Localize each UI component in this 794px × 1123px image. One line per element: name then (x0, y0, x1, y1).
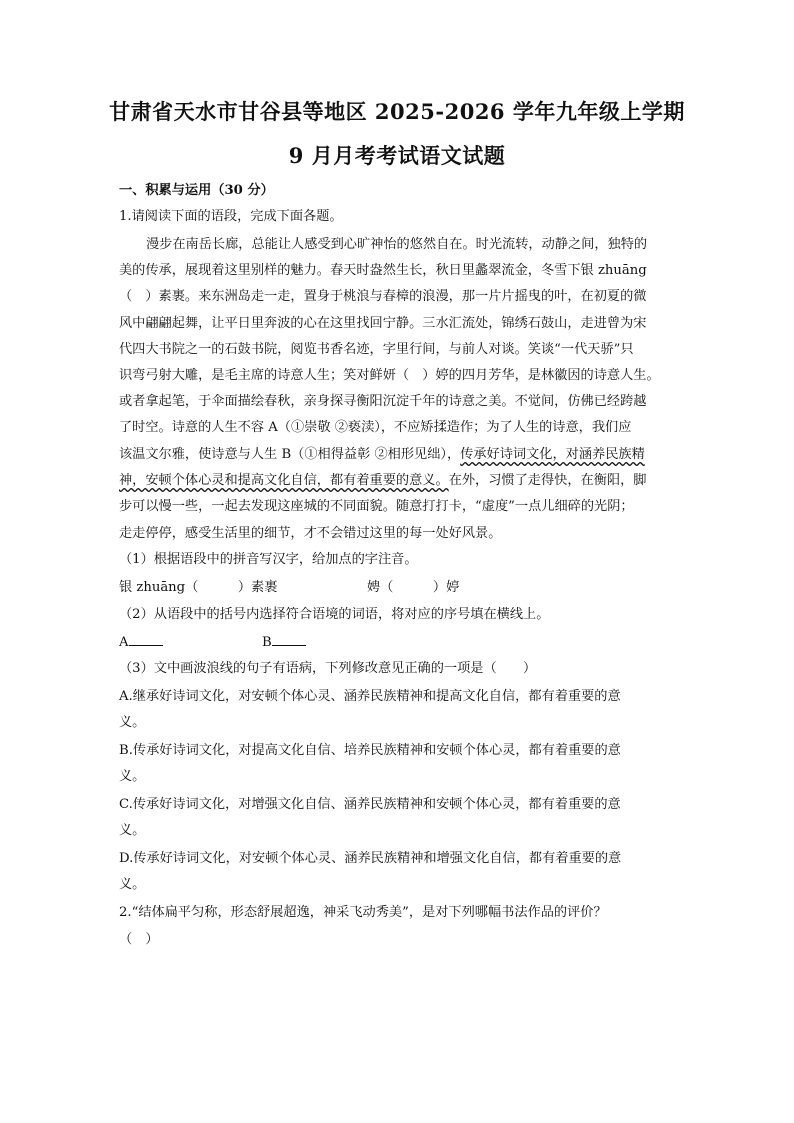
document-title-line1: 甘肃省天水市甘谷县等地区 2025-2026 学年九年级上学期 (109, 99, 685, 124)
document-title-line2: 9 月月考考试语文试题 (288, 143, 506, 168)
passage-text: 在外，习惯了走得快，在衡阳，脚 (448, 473, 647, 488)
passage-line: 美的传承，展现着这里别样的魅力。春天时盎然生长，秋日里蠡翠流金，冬雪下银 zhuāng (119, 263, 647, 278)
passage-line: （ ）素裹。来东洲岛走一走，置身于桃浪与春樟的浪漫，那一片片摇曳的叶，在初夏的微 (119, 289, 647, 304)
blank-label: A (119, 635, 129, 650)
passage-line: 识弯弓射大雕，是毛主席的诗意人生；笑对鲜妍（ ）婷的四月芳华，是林徽因的诗意人生。 (119, 368, 660, 383)
passage-line: 代四大书院之一的石鼓书院，阅览书香名迹，字里行间，与前人对谈。笑谈“一代天骄”只 (119, 342, 634, 357)
option-b-cont: 义。 (119, 769, 146, 784)
option-a-cont: 义。 (119, 715, 146, 730)
passage-text: 该温文尔雅，使诗意与人生 B（①相得益彰 ②相形见绌）， (119, 447, 461, 462)
q2-stem: 2.“结体扁平匀称，形态舒展超逸，神采飞动秀美”，是对下列哪幅书法作品的评价？ (119, 905, 607, 920)
blank-label: B (262, 635, 272, 650)
passage-line (119, 472, 647, 490)
option-c-cont: 义。 (119, 823, 146, 838)
passage-line: 走走停停，感受生活里的细节，才不会错过这里的每一处好风景。 (119, 526, 502, 541)
q1-sub1: （1）根据语段中的拼音写汉字，给加点的字注音。 (119, 552, 418, 567)
passage-line: 风中翩翩起舞，让平日里奔波的心在这里找回宁静。三水汇流处，锦绣石鼓山，走进曾为宋 (119, 316, 647, 331)
answer-blank[interactable] (129, 633, 163, 646)
section-heading: 一、积累与运用（30 分） (119, 183, 274, 198)
passage-line: 漫步在南岳长廊，总能让人感受到心旷神怡的悠然自在。时光流转，动静之间，独特的 (146, 237, 648, 252)
option-a[interactable]: A.继承好诗词文化，对安顿个体心灵、涵养民族精神和提高文化自信，都有着重要的意 (119, 689, 621, 704)
wavy-sentence: 传承好诗词文化，对涵养民族精 (460, 447, 645, 462)
wavy-sentence: 神，安顿个体心灵和提高文化自信，都有着重要的意义。 (119, 473, 449, 488)
q1-sub2: （2）从语段中的括号内选择符合语境的词语，将对应的序号填在横线上。 (119, 607, 550, 622)
option-d[interactable]: D.传承好诗词文化，对安顿个体心灵、涵养民族精神和增强文化自信，都有着重要的意 (119, 851, 622, 866)
q1-stem: 1.请阅读下面的语段，完成下面各题。 (119, 209, 343, 224)
sub2-blank-b[interactable] (262, 633, 306, 652)
passage-line (119, 446, 645, 464)
sub1-answer-b[interactable]: 娉（ ）婷 (367, 580, 460, 595)
q1-sub3: （3）文中画波浪线的句子有语病，下列修改意见正确的一项是（ ） (119, 661, 537, 676)
passage-line: 或者拿起笔，于伞面描绘春秋，亲身探寻衡阳沉淀千年的诗意之美。不觉间，仿佛已经跨越 (119, 394, 647, 409)
passage-line: 步可以慢一些，一起去发现这座城的不同面貌。随意打打卡，“虚度”一点儿细碎的光阴； (119, 499, 634, 514)
option-b[interactable]: B.传承好诗词文化，对提高文化自信、培养民族精神和安顿个体心灵，都有着重要的意 (119, 743, 621, 758)
passage-line: 了时空。诗意的人生不容 A（①崇敬 ②亵渎），不应矫揉造作；为了人生的诗意，我们应 (119, 420, 632, 435)
sub2-blank-a[interactable] (119, 633, 163, 652)
q2-answer-paren[interactable]: （ ） (119, 932, 159, 947)
answer-blank[interactable] (272, 633, 306, 646)
option-c[interactable]: C.传承好诗词文化，对增强文化自信、涵养民族精神和安顿个体心灵，都有着重要的意 (119, 797, 621, 812)
option-d-cont: 义。 (119, 877, 146, 892)
sub1-answer-a[interactable]: 银 zhuāng（ ）素裹 (119, 580, 278, 595)
